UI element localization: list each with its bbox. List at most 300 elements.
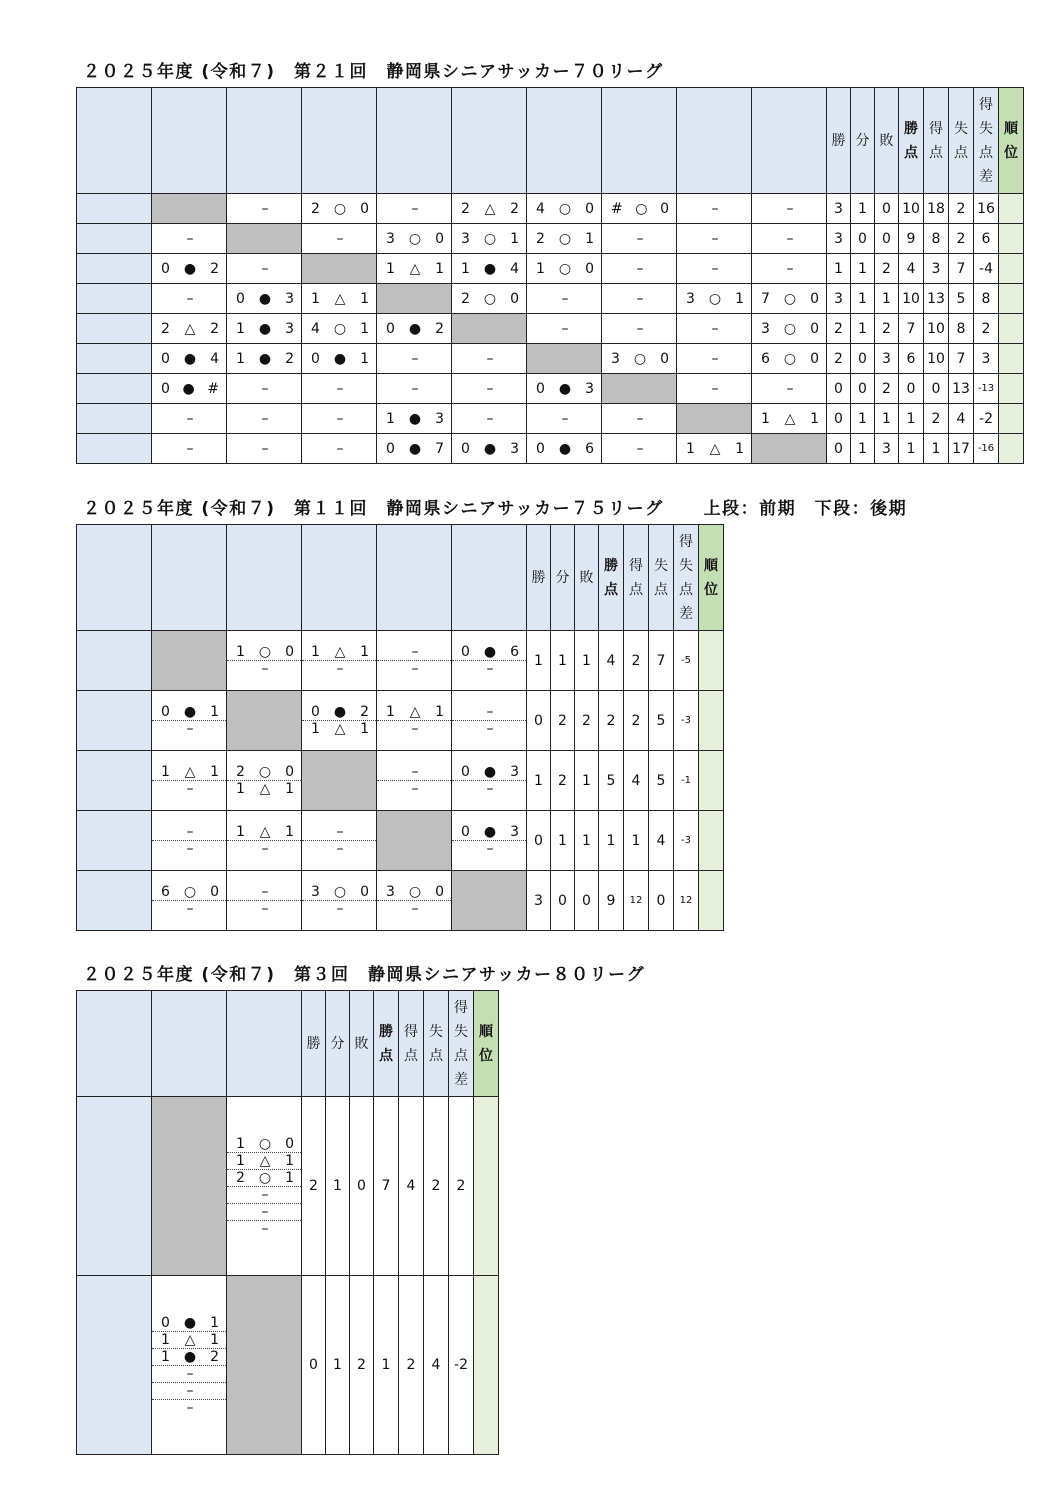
row-team xyxy=(77,374,152,404)
result-mark: ● xyxy=(558,440,572,457)
stat-cell: 16 xyxy=(974,194,999,224)
match-result: – xyxy=(336,901,344,917)
stat-header xyxy=(575,525,599,631)
stat-cell: 4 xyxy=(649,811,674,871)
match-result: – xyxy=(227,1187,301,1204)
stat-cell: 1 xyxy=(527,751,551,811)
match-cell xyxy=(677,344,752,374)
result-mark: ● xyxy=(183,1348,197,1365)
stat-cell: 7 xyxy=(374,1097,399,1276)
match-cell xyxy=(677,254,752,284)
match-stack xyxy=(227,764,301,797)
match-stack xyxy=(227,884,301,917)
stat-cell: 8 xyxy=(949,314,974,344)
stat-cell: 13 xyxy=(924,284,949,314)
result-mark: ● xyxy=(408,410,422,427)
column-team xyxy=(302,88,377,194)
match-result xyxy=(302,721,376,737)
score: 1 xyxy=(435,704,444,720)
stat-cell: 3 xyxy=(875,344,899,374)
score: 0 xyxy=(435,230,444,247)
match-cell xyxy=(227,811,302,871)
result-mark: ● xyxy=(408,320,422,337)
match-cell xyxy=(452,434,527,464)
result-mark: ○ xyxy=(183,884,197,900)
column-team xyxy=(752,88,827,194)
match-result xyxy=(752,321,826,337)
match-result xyxy=(452,441,526,457)
match-result xyxy=(152,1332,226,1349)
row-team xyxy=(77,314,152,344)
result-mark: △ xyxy=(259,781,271,797)
match-cell xyxy=(527,314,602,344)
match-cell xyxy=(152,691,227,751)
stat-cell: 4 xyxy=(399,1097,424,1276)
match-cell xyxy=(227,194,302,224)
match-result: – xyxy=(227,884,301,901)
match-stack xyxy=(377,884,451,917)
match-cell xyxy=(302,374,377,404)
match-stack xyxy=(452,824,526,857)
result-mark: ● xyxy=(408,440,422,457)
match-stack xyxy=(227,1136,301,1237)
stat-cell: 2 xyxy=(624,631,649,691)
stat-cell: 1 xyxy=(624,811,649,871)
score: 2 xyxy=(360,704,369,720)
match-result xyxy=(452,644,526,661)
match-cell xyxy=(377,434,452,464)
match-cell xyxy=(677,284,752,314)
match-cell xyxy=(602,254,677,284)
stat-cell: 2 xyxy=(949,224,974,254)
match-cell xyxy=(752,224,827,254)
score: 1 xyxy=(360,320,369,337)
match-cell xyxy=(377,691,452,751)
score: 0 xyxy=(285,644,294,660)
team-row xyxy=(77,224,1024,254)
result-mark: ● xyxy=(483,260,497,277)
score: 0 xyxy=(161,350,170,367)
match-cell xyxy=(377,404,452,434)
match-cell xyxy=(152,284,227,314)
score: 3 xyxy=(435,410,444,427)
stat-cell: 2 xyxy=(551,691,575,751)
match-cell xyxy=(377,751,452,811)
self-match-cell xyxy=(152,631,227,691)
row-team xyxy=(77,284,152,314)
result-mark: △ xyxy=(184,1331,196,1348)
stat-cell: 2 xyxy=(424,1097,449,1276)
stat-cell: 7 xyxy=(949,344,974,374)
stat-cell: 0 xyxy=(875,224,899,254)
column-team xyxy=(377,525,452,631)
match-cell xyxy=(752,344,827,374)
row-team xyxy=(77,691,152,751)
match-result xyxy=(452,291,526,307)
match-cell xyxy=(227,751,302,811)
stat-header xyxy=(649,525,674,631)
league-number xyxy=(77,991,152,1097)
match-result xyxy=(302,201,376,217)
result-mark: △ xyxy=(184,764,196,780)
match-result: – xyxy=(186,841,194,857)
team-row xyxy=(77,751,724,811)
team-row xyxy=(77,691,724,751)
score: 0 xyxy=(210,884,219,900)
match-cell xyxy=(602,314,677,344)
match-cell xyxy=(227,254,302,284)
match-cell xyxy=(452,344,527,374)
score: 2 xyxy=(210,320,219,337)
score: 1 xyxy=(210,704,219,720)
title-80 xyxy=(83,960,645,985)
match-cell xyxy=(527,404,602,434)
score: 0 xyxy=(360,884,369,900)
stat-cell: 2 xyxy=(575,691,599,751)
result-mark: ● xyxy=(483,644,497,660)
match-result xyxy=(152,261,226,277)
stat-header-text: 順 位 xyxy=(479,1023,493,1064)
match-result xyxy=(152,1349,226,1366)
stat-cell: 2 xyxy=(624,691,649,751)
match-stack xyxy=(227,644,301,677)
league-number xyxy=(77,525,152,631)
stat-cell: 3 xyxy=(924,254,949,284)
score: 1 xyxy=(285,1169,294,1186)
match-cell xyxy=(302,691,377,751)
score: 1 xyxy=(236,1152,245,1169)
title-75-text: ２０２５年度 (令和７) 第１１回 静岡県シニアサッカー７５リーグ xyxy=(83,499,664,519)
match-result xyxy=(302,704,376,721)
score: 1 xyxy=(161,764,170,780)
score: 0 xyxy=(585,260,594,277)
score: 6 xyxy=(585,440,594,457)
league-number xyxy=(77,88,152,194)
rank-cell xyxy=(999,254,1024,284)
score: 2 xyxy=(285,350,294,367)
match-cell xyxy=(452,751,527,811)
match-result: – xyxy=(152,1366,226,1383)
rank-cell xyxy=(699,691,724,751)
stat-cell: 1 xyxy=(875,284,899,314)
stat-cell: 0 xyxy=(827,404,851,434)
rank-cell xyxy=(999,224,1024,254)
stat-cell: 1 xyxy=(575,811,599,871)
match-stack xyxy=(452,764,526,797)
match-cell xyxy=(377,631,452,691)
stat-header xyxy=(474,991,499,1097)
stat-header-text: 順 位 xyxy=(1004,120,1018,161)
stat-cell: 2 xyxy=(350,1276,374,1455)
score: 0 xyxy=(285,1135,294,1152)
match-cell xyxy=(752,194,827,224)
stat-cell: 0 xyxy=(899,374,924,404)
stat-header xyxy=(624,525,649,631)
stat-cell: 3 xyxy=(827,194,851,224)
score: 1 xyxy=(285,781,294,797)
score: 6 xyxy=(510,644,519,660)
score: 0 xyxy=(510,290,519,307)
match-result: – xyxy=(711,380,719,397)
stat-cell: 8 xyxy=(974,284,999,314)
score: 1 xyxy=(360,290,369,307)
match-cell xyxy=(602,434,677,464)
match-result: – xyxy=(711,200,719,217)
result-mark: ● xyxy=(258,290,272,307)
match-cell xyxy=(227,631,302,691)
match-result: – xyxy=(711,260,719,277)
score: 7 xyxy=(761,290,770,307)
row-team xyxy=(77,871,152,931)
stat-cell: 5 xyxy=(599,751,624,811)
result-mark: ○ xyxy=(258,764,272,780)
match-result: – xyxy=(411,661,419,677)
stat-cell: 6 xyxy=(974,224,999,254)
result-mark: ● xyxy=(558,380,572,397)
stat-header-text: 勝 点 xyxy=(604,557,618,598)
match-result: – xyxy=(561,410,569,427)
team-row xyxy=(77,1097,499,1276)
match-result: – xyxy=(261,841,269,857)
match-result: – xyxy=(486,781,494,797)
column-team xyxy=(152,991,227,1097)
match-result xyxy=(227,1170,301,1187)
stat-header xyxy=(399,991,424,1097)
score: 1 xyxy=(735,290,744,307)
stat-cell: 0 xyxy=(827,374,851,404)
row-team xyxy=(77,1276,152,1455)
score: 3 xyxy=(686,290,695,307)
stat-cell: 0 xyxy=(851,374,875,404)
match-result: – xyxy=(636,230,644,247)
match-result: – xyxy=(636,320,644,337)
league-75-table xyxy=(76,524,724,931)
stat-header-text: 得 失 点 差 xyxy=(979,96,993,185)
result-mark: ○ xyxy=(408,884,422,900)
match-result xyxy=(302,351,376,367)
row-team xyxy=(77,254,152,284)
result-mark: ○ xyxy=(483,230,497,247)
score: 1 xyxy=(161,1331,170,1348)
match-result xyxy=(527,381,601,397)
self-match-cell xyxy=(227,224,302,254)
match-result: – xyxy=(186,781,194,797)
rank-cell xyxy=(699,751,724,811)
score: 1 xyxy=(285,824,294,840)
self-match-cell xyxy=(452,871,527,931)
score: 6 xyxy=(161,884,170,900)
stat-cell: 0 xyxy=(851,224,875,254)
match-cell xyxy=(602,404,677,434)
rank-cell xyxy=(999,284,1024,314)
stat-cell: 2 xyxy=(875,374,899,404)
match-stack xyxy=(302,884,376,917)
score: 0 xyxy=(810,290,819,307)
match-result xyxy=(602,201,676,217)
stat-cell: -16 xyxy=(974,434,999,464)
match-result xyxy=(227,781,301,797)
self-match-cell xyxy=(452,314,527,344)
stat-header-text: 勝 xyxy=(306,1035,321,1052)
score: 1 xyxy=(435,260,444,277)
column-team xyxy=(152,88,227,194)
stat-cell: -5 xyxy=(674,631,699,691)
match-cell xyxy=(527,224,602,254)
score: 0 xyxy=(386,320,395,337)
result-mark: ● xyxy=(333,350,347,367)
result-mark: ○ xyxy=(635,200,648,217)
stat-header xyxy=(424,991,449,1097)
row-team xyxy=(77,811,152,871)
match-result: – xyxy=(261,410,269,427)
score: 0 xyxy=(161,260,170,277)
stat-header-text: 分 xyxy=(330,1035,345,1052)
match-cell xyxy=(677,314,752,344)
self-match-cell xyxy=(227,691,302,751)
match-cell xyxy=(302,871,377,931)
stat-cell: 1 xyxy=(551,811,575,871)
score: 4 xyxy=(510,260,519,277)
stat-cell: 0 xyxy=(350,1097,374,1276)
stat-cell: 5 xyxy=(949,284,974,314)
match-result: – xyxy=(786,230,794,247)
title-75-note: 上段：前期 下段：後期 xyxy=(703,499,908,519)
team-row xyxy=(77,284,1024,314)
match-stack xyxy=(452,644,526,677)
stat-cell: 7 xyxy=(949,254,974,284)
match-result xyxy=(752,411,826,427)
score: 0 xyxy=(660,350,669,367)
match-cell xyxy=(677,434,752,464)
match-cell xyxy=(452,404,527,434)
column-team xyxy=(677,88,752,194)
row-team xyxy=(77,404,152,434)
self-match-cell xyxy=(377,811,452,871)
match-cell xyxy=(152,811,227,871)
stat-cell: 5 xyxy=(649,691,674,751)
stat-cell: 4 xyxy=(624,751,649,811)
stat-header xyxy=(527,525,551,631)
row-team xyxy=(77,1097,152,1276)
result-mark: ● xyxy=(183,704,197,720)
score: 3 xyxy=(386,230,395,247)
score: 2 xyxy=(461,200,470,217)
match-result: – xyxy=(411,350,419,367)
self-match-cell xyxy=(602,374,677,404)
score: 3 xyxy=(585,380,594,397)
score: 1 xyxy=(735,440,744,457)
stat-cell: 7 xyxy=(899,314,924,344)
title-70-text: ２０２５年度 (令和７) 第２１回 静岡県シニアサッカー７０リーグ xyxy=(83,62,664,82)
score: 0 xyxy=(386,440,395,457)
stat-cell: 10 xyxy=(924,314,949,344)
match-result xyxy=(452,764,526,781)
match-result xyxy=(452,231,526,247)
match-result: – xyxy=(377,644,451,661)
row-team xyxy=(77,344,152,374)
match-cell xyxy=(452,254,527,284)
stat-cell: 0 xyxy=(527,811,551,871)
match-result: – xyxy=(261,1220,269,1237)
match-cell xyxy=(452,691,527,751)
match-result xyxy=(152,884,226,901)
match-result xyxy=(227,824,301,841)
stat-header xyxy=(599,525,624,631)
match-result: – xyxy=(186,721,194,737)
team-row xyxy=(77,434,1024,464)
match-cell xyxy=(152,224,227,254)
stat-cell: -4 xyxy=(974,254,999,284)
stat-cell: 1 xyxy=(875,404,899,434)
score: 0 xyxy=(360,200,369,217)
match-result: – xyxy=(336,410,344,427)
match-result xyxy=(752,291,826,307)
result-mark: ○ xyxy=(708,290,722,307)
score: 0 xyxy=(285,764,294,780)
match-cell xyxy=(302,631,377,691)
match-cell xyxy=(677,194,752,224)
score: 1 xyxy=(585,230,594,247)
match-result xyxy=(452,201,526,217)
score: 0 xyxy=(810,350,819,367)
row-team xyxy=(77,224,152,254)
score: 1 xyxy=(686,440,695,457)
result-mark: △ xyxy=(334,721,346,737)
stat-cell: 0 xyxy=(575,871,599,931)
self-match-cell xyxy=(302,254,377,284)
match-cell xyxy=(752,314,827,344)
rank-cell xyxy=(699,811,724,871)
score: 2 xyxy=(311,200,320,217)
score: 2 xyxy=(236,764,245,780)
rank-cell xyxy=(999,344,1024,374)
team-row xyxy=(77,811,724,871)
stat-header-text: 敗 xyxy=(579,569,594,586)
score: 3 xyxy=(311,884,320,900)
match-cell xyxy=(152,1276,227,1455)
stat-cell: 1 xyxy=(374,1276,399,1455)
team-row xyxy=(77,631,724,691)
team-row xyxy=(77,254,1024,284)
stat-header xyxy=(999,88,1024,194)
result-mark: ○ xyxy=(333,884,347,900)
score: 6 xyxy=(761,350,770,367)
stat-cell: 1 xyxy=(326,1097,350,1276)
score: 0 xyxy=(161,704,170,720)
stat-cell: -2 xyxy=(449,1276,474,1455)
stat-header-text: 得 点 xyxy=(629,557,643,598)
stat-cell: 0 xyxy=(551,871,575,931)
match-cell xyxy=(527,434,602,464)
title-70 xyxy=(83,57,664,82)
score: 0 xyxy=(810,320,819,337)
score: 3 xyxy=(611,350,620,367)
match-cell xyxy=(227,404,302,434)
match-stack xyxy=(302,644,376,677)
stat-cell: 4 xyxy=(599,631,624,691)
row-team xyxy=(77,434,152,464)
stat-cell: 2 xyxy=(875,314,899,344)
stat-header-text: 勝 点 xyxy=(904,120,918,161)
stat-header-text: 分 xyxy=(855,132,870,149)
match-result: – xyxy=(411,721,419,737)
stat-cell: 5 xyxy=(649,751,674,811)
column-team xyxy=(152,525,227,631)
match-cell xyxy=(602,284,677,314)
score: 0 xyxy=(311,704,320,720)
stat-header xyxy=(551,525,575,631)
match-cell xyxy=(302,194,377,224)
